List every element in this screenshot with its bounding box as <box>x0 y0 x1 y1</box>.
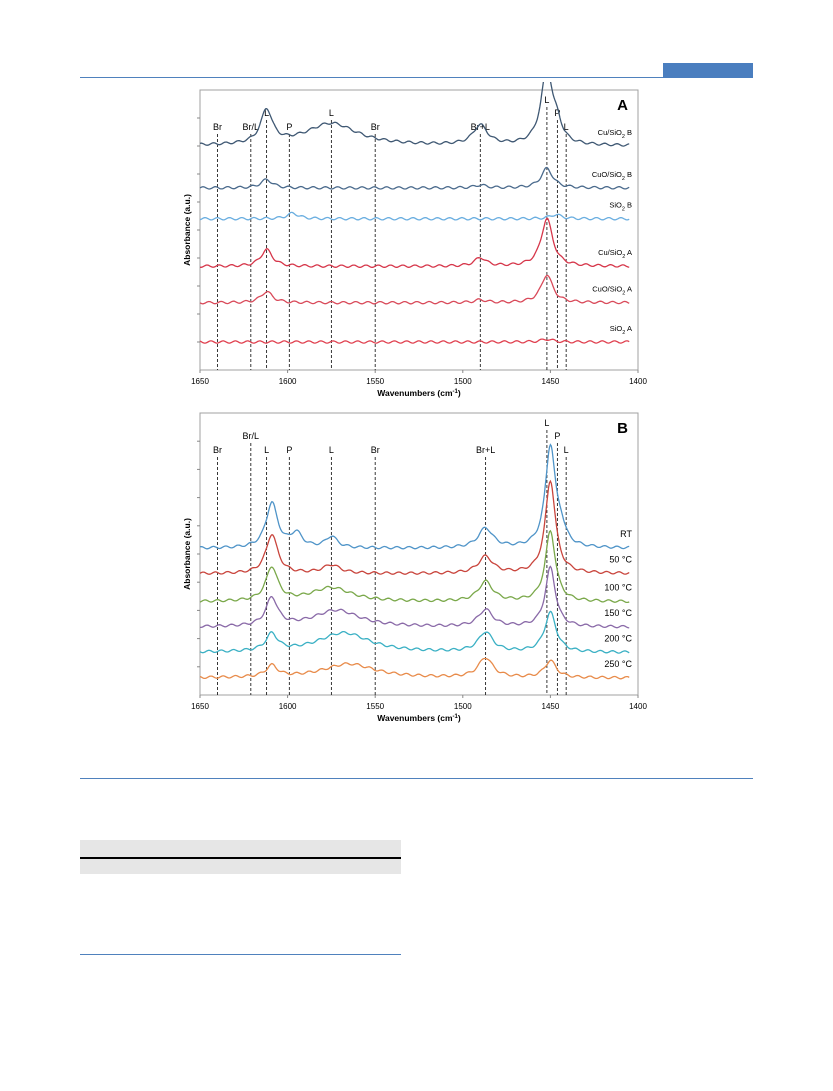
chart-a-x-tick-label: 1400 <box>629 377 647 386</box>
chart-a-peak-label: P <box>286 122 293 132</box>
chart-b-x-axis-label: Wavenumbers $(cm^{-1})$ <box>377 713 461 723</box>
chart-b-peak-label: P <box>554 431 561 441</box>
chart-a-series-line <box>200 339 629 343</box>
chart-b-x-tick-label: 1400 <box>629 702 647 711</box>
chart-a-peak-label: Br+L <box>470 122 490 132</box>
chart-a-plot-frame <box>200 90 638 370</box>
chart-a-x-tick-label: 1550 <box>366 377 385 386</box>
chart-a-series-label: Cu/SiO$_2$ B <box>597 127 632 140</box>
chart-a-peak-label: L <box>264 108 270 118</box>
chart-a-x-tick-label: 1500 <box>453 377 472 386</box>
chart-a-peak-label: L <box>563 122 569 132</box>
chart-a-svg <box>180 82 650 400</box>
chart-a-y-axis-label: Absorbance (a.u.) <box>182 194 192 266</box>
chart-b-series-line <box>200 445 629 549</box>
chart-a-series-line <box>200 168 629 190</box>
chart-b-peak-label: Br <box>370 445 380 455</box>
chart-b-peak-label: L <box>264 445 270 455</box>
header-rule <box>80 77 753 78</box>
chart-a-peak-label: P <box>554 108 561 118</box>
chart-b-peak-label: L <box>544 418 550 428</box>
chart-b-y-axis-label: Absorbance (a.u.) <box>182 518 192 590</box>
chart-a-peak-label: Br <box>370 122 380 132</box>
chart-b-series-label: 50 °C <box>609 554 632 565</box>
chart-a-x-axis-label: Wavenumbers $(cm^{-1})$ <box>377 388 461 398</box>
chart-b-series-line <box>200 567 629 628</box>
chart-b-series-label: 100 °C <box>604 582 632 593</box>
chart-b-peak-label: Br+L <box>475 445 496 455</box>
chart-b-series-label: 250 °C <box>604 658 632 669</box>
chart-b-series-line <box>200 531 629 603</box>
chart-b-svg <box>180 405 650 725</box>
chart-a-peak-label: L <box>544 95 550 105</box>
chart-b-x-tick-label: 1500 <box>453 702 472 711</box>
chart-b-series-label: 200 °C <box>604 633 632 644</box>
chart-a-x-tick-label: 1650 <box>191 377 209 386</box>
chart-a-series-line <box>200 276 629 304</box>
chart-a-x-tick-label: 1450 <box>541 377 560 386</box>
chart-b <box>180 405 650 725</box>
chart-a-series-line <box>200 212 629 220</box>
chart-a-series-label: SiO$_2$ B <box>609 200 632 213</box>
chart-b-x-tick-label: 1550 <box>366 702 385 711</box>
chart-a-series-label: SiO$_2$ A <box>609 323 632 336</box>
chart-a-series-line <box>200 218 629 267</box>
chart-a-series-label: Cu/SiO$_2$ A <box>598 248 632 261</box>
chart-b-plot-frame <box>200 413 638 695</box>
chart-b-peak-label: Br/L <box>242 431 260 441</box>
chart-b-series-label: 150 °C <box>604 608 632 619</box>
chart-b-series-label: RT <box>620 529 632 540</box>
chart-b-series-line <box>200 481 629 574</box>
chart-a-series-label: CuO/SiO$_2$ B <box>591 169 632 182</box>
chart-b-x-tick-label: 1600 <box>278 702 297 711</box>
chart-b-x-tick-label: 1450 <box>541 702 560 711</box>
header-tab <box>663 63 753 78</box>
chart-a-panel-letter: A <box>617 97 628 114</box>
section-rule <box>80 778 753 779</box>
chart-b-peak-label: L <box>563 445 569 455</box>
chart-a-x-tick-label: 1600 <box>278 377 297 386</box>
chart-b-x-tick-label: 1650 <box>191 702 209 711</box>
table-bottom-rule <box>80 954 401 955</box>
chart-a-peak-label: Br/L <box>242 122 260 132</box>
chart-b-series-line <box>200 659 629 679</box>
chart-b-panel-letter: B <box>617 420 628 437</box>
chart-a <box>180 82 650 400</box>
chart-a-peak-label: L <box>328 108 334 118</box>
table-header-band <box>80 840 401 857</box>
chart-a-peak-label: Br <box>213 122 223 132</box>
chart-b-peak-label: P <box>286 445 293 455</box>
chart-a-series-label: CuO/SiO$_2$ A <box>592 284 632 297</box>
chart-b-peak-label: Br <box>213 445 223 455</box>
chart-b-peak-label: L <box>328 445 334 455</box>
table-row-band <box>80 859 401 874</box>
